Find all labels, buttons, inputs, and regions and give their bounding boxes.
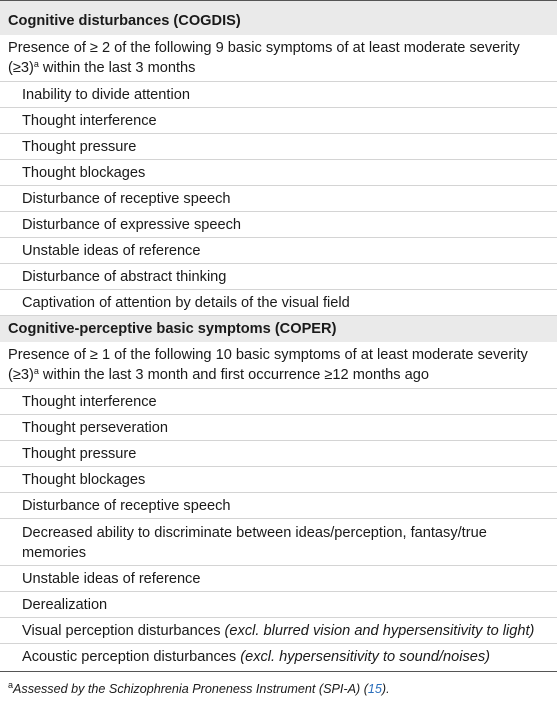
symptom-item: Unstable ideas of reference xyxy=(0,238,557,264)
symptom-item: Thought perseveration xyxy=(0,415,557,441)
symptom-item-acoustic: Acoustic perception disturbances (excl. hypersensitivity to sound/noises) xyxy=(0,644,557,672)
symptom-item: Derealization xyxy=(0,592,557,618)
symptom-item-visual: Visual perception disturbances (excl. blurred vision and hypersensitivity to light) xyxy=(0,618,557,644)
symptom-item: Inability to divide attention xyxy=(0,82,557,108)
symptom-item: Thought pressure xyxy=(0,134,557,160)
symptom-item: Disturbance of expressive speech xyxy=(0,212,557,238)
table-footnote: $^a$Assessed by the Schizophrenia Proneness Instrument (SPI-A) (15). xyxy=(8,680,390,696)
symptom-item: Unstable ideas of reference xyxy=(0,566,557,592)
symptom-item: Thought interference xyxy=(0,108,557,134)
symptom-item: Disturbance of receptive speech xyxy=(0,186,557,212)
section-description-coper: Presence of ≥ 1 of the following 10 basic symptoms of at least moderate severity (≥3)$^a$ within the last 3 month and first occurrence ≥12 months ago xyxy=(0,342,557,389)
section-heading-coper: Cognitive-perceptive basic symptoms (COPER) xyxy=(0,316,557,342)
symptom-item: Disturbance of abstract thinking xyxy=(0,264,557,290)
symptom-item: Thought pressure xyxy=(0,441,557,467)
symptom-item: Disturbance of receptive speech xyxy=(0,493,557,519)
section-description-cogdis: Presence of ≥ 2 of the following 9 basic symptoms of at least moderate severity (≥3)$^a$ within the last 3 months xyxy=(0,35,557,82)
reference-link[interactable]: 15 xyxy=(367,682,382,696)
symptom-item: Thought blockages xyxy=(0,160,557,186)
symptom-item: Thought blockages xyxy=(0,467,557,493)
symptom-item: Decreased ability to discriminate between ideas/perception, fantasy/true memories xyxy=(0,519,557,566)
symptom-item: Thought interference xyxy=(0,389,557,415)
section-heading-cogdis: Cognitive disturbances (COGDIS) xyxy=(0,0,557,35)
symptom-item: Captivation of attention by details of the visual field xyxy=(0,290,557,316)
